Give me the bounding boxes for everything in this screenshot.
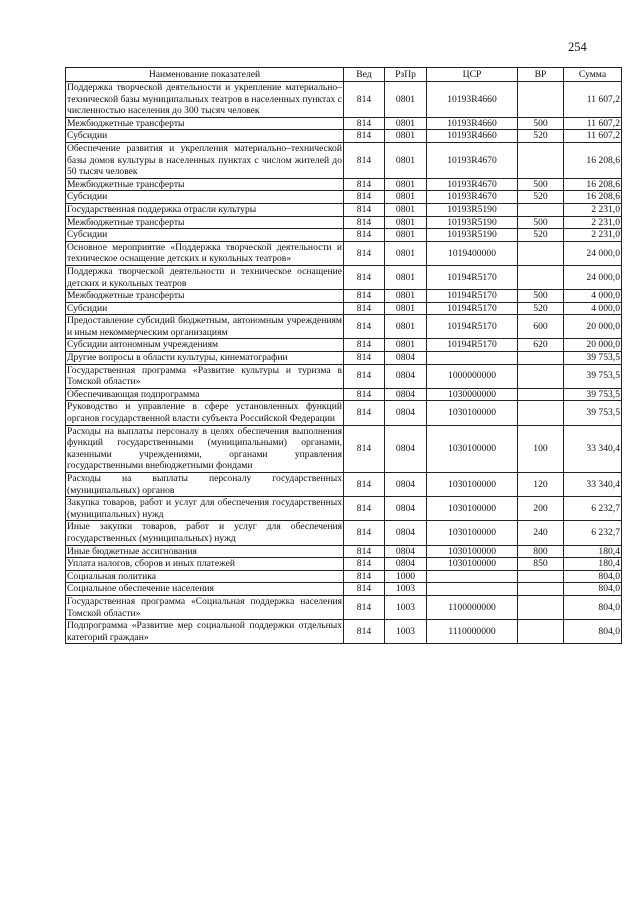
cell-csr: 10193R4660 <box>427 117 518 130</box>
cell-rzpr: 0804 <box>385 388 427 401</box>
cell-ved: 814 <box>344 265 385 289</box>
cell-sum: 39 753,5 <box>564 364 622 388</box>
cell-vr: 500 <box>518 178 564 191</box>
cell-ved: 814 <box>344 401 385 425</box>
cell-csr: 1030100000 <box>427 473 518 497</box>
cell-csr: 1030100000 <box>427 521 518 545</box>
header-vr: ВР <box>518 68 564 82</box>
cell-sum: 11 607,2 <box>564 82 622 118</box>
cell-ved: 814 <box>344 142 385 178</box>
table-row <box>66 558 622 571</box>
cell-name: Основное мероприятие «Поддержка творческой деятельности и техническое оснащение детских и кукольных театров» <box>67 241 342 265</box>
cell-ved: 814 <box>344 229 385 242</box>
cell-ved: 814 <box>344 203 385 216</box>
cell-name: Субсидии <box>66 130 344 143</box>
cell-name: Поддержка творческой деятельности и техническое оснащение детских и кукольных театров <box>67 265 342 289</box>
table-row <box>66 265 622 289</box>
cell-sum: 16 208,6 <box>564 191 622 204</box>
cell-csr: 1000000000 <box>427 364 518 388</box>
cell-rzpr: 1003 <box>385 583 427 596</box>
cell-sum: 6 232,7 <box>564 497 622 521</box>
table-row <box>66 203 622 216</box>
cell-rzpr: 0801 <box>385 302 427 315</box>
cell-csr <box>427 352 518 365</box>
cell-sum: 180,4 <box>564 545 622 558</box>
cell-ved: 814 <box>344 290 385 303</box>
cell-sum: 11 607,2 <box>564 130 622 143</box>
cell-sum: 33 340,4 <box>564 473 622 497</box>
cell-vr: 100 <box>518 425 564 472</box>
cell-name: Межбюджетные трансферты <box>66 290 344 303</box>
cell-vr <box>518 364 564 388</box>
table-row <box>66 315 622 339</box>
cell-name: Предоставление субсидий бюджетным, автономным учреждениям и иным некоммерческим организациям <box>67 315 342 338</box>
cell-vr <box>518 352 564 365</box>
cell-name: Государственная программа «Развитие культуры и туризма в Томской области» <box>67 364 342 388</box>
table-row <box>66 191 622 204</box>
cell-name: Обеспечение развития и укрепления материально–технической базы домов культуры в населенных пунктах с числом жителей до 50 тысяч человек <box>67 142 342 178</box>
cell-vr <box>518 595 564 619</box>
cell-ved: 814 <box>344 302 385 315</box>
cell-vr: 520 <box>518 191 564 204</box>
table-row <box>66 82 622 118</box>
cell-vr <box>518 82 564 118</box>
cell-rzpr: 1003 <box>385 620 427 644</box>
cell-name: Расходы на выплаты персоналу государственных (муниципальных) органов <box>67 473 342 496</box>
cell-csr: 10194R5170 <box>427 290 518 303</box>
cell-sum: 2 231,0 <box>564 203 622 216</box>
cell-rzpr: 1000 <box>385 570 427 583</box>
table-row <box>66 229 622 242</box>
cell-vr: 520 <box>518 229 564 242</box>
cell-name: Уплата налогов, сборов и иных платежей <box>66 558 344 571</box>
cell-name: Государственная поддержка отрасли культуры <box>66 203 344 216</box>
cell-rzpr: 0804 <box>385 401 427 425</box>
table-row <box>66 497 622 521</box>
cell-vr <box>518 570 564 583</box>
cell-csr: 10193R4670 <box>427 142 518 178</box>
cell-ved: 814 <box>344 82 385 118</box>
cell-name: Субсидии <box>66 229 344 242</box>
table-header-row <box>66 68 622 82</box>
cell-sum: 33 340,4 <box>564 425 622 472</box>
cell-csr: 1030100000 <box>427 425 518 472</box>
table-row <box>66 401 622 425</box>
cell-csr: 10194R5170 <box>427 265 518 289</box>
cell-sum: 39 753,5 <box>564 401 622 425</box>
cell-ved: 814 <box>344 545 385 558</box>
table-row <box>66 620 622 644</box>
header-sum: Сумма <box>564 68 622 82</box>
cell-csr: 10193R4670 <box>427 191 518 204</box>
cell-ved: 814 <box>344 315 385 339</box>
cell-csr: 1030100000 <box>427 545 518 558</box>
header-rzpr: РзПр <box>385 68 427 82</box>
cell-csr: 10194R5170 <box>427 339 518 352</box>
cell-name: Межбюджетные трансферты <box>66 216 344 229</box>
header-ved: Вед <box>344 68 385 82</box>
cell-sum: 180,4 <box>564 558 622 571</box>
table-row <box>66 425 622 472</box>
table-row <box>66 352 622 365</box>
cell-rzpr: 0804 <box>385 473 427 497</box>
cell-vr: 600 <box>518 315 564 339</box>
cell-ved: 814 <box>344 364 385 388</box>
cell-csr: 1110000000 <box>427 620 518 644</box>
cell-vr: 850 <box>518 558 564 571</box>
cell-csr: 10193R5190 <box>427 216 518 229</box>
cell-csr: 1019400000 <box>427 241 518 265</box>
table-row <box>66 302 622 315</box>
cell-sum: 24 000,0 <box>564 265 622 289</box>
cell-ved: 814 <box>344 241 385 265</box>
cell-sum: 39 753,5 <box>564 388 622 401</box>
table-row <box>66 216 622 229</box>
table-row <box>66 142 622 178</box>
cell-csr: 10193R5190 <box>427 203 518 216</box>
cell-vr <box>518 583 564 596</box>
cell-rzpr: 0801 <box>385 229 427 242</box>
cell-vr: 520 <box>518 130 564 143</box>
cell-vr: 520 <box>518 302 564 315</box>
cell-rzpr: 0804 <box>385 425 427 472</box>
cell-csr: 1030100000 <box>427 558 518 571</box>
table-row <box>66 473 622 497</box>
table-row <box>66 290 622 303</box>
cell-sum: 39 753,5 <box>564 352 622 365</box>
table-row <box>66 130 622 143</box>
cell-vr: 120 <box>518 473 564 497</box>
table-row <box>66 339 622 352</box>
cell-csr: 10193R5190 <box>427 229 518 242</box>
cell-sum: 24 000,0 <box>564 241 622 265</box>
cell-vr: 500 <box>518 290 564 303</box>
cell-ved: 814 <box>344 191 385 204</box>
cell-name: Закупка товаров, работ и услуг для обеспечения государственных (муниципальных) нужд <box>67 497 342 520</box>
cell-name: Субсидии <box>66 191 344 204</box>
cell-ved: 814 <box>344 388 385 401</box>
cell-vr: 800 <box>518 545 564 558</box>
cell-name: Государственная программа «Социальная поддержка населения Томской области» <box>67 595 342 619</box>
cell-sum: 804,0 <box>564 620 622 644</box>
table-row <box>66 570 622 583</box>
cell-rzpr: 0801 <box>385 178 427 191</box>
cell-rzpr: 0801 <box>385 117 427 130</box>
cell-ved: 814 <box>344 425 385 472</box>
header-name: Наименование показателей <box>66 68 344 82</box>
page-number: 254 <box>568 40 587 54</box>
table-row <box>66 388 622 401</box>
table-row <box>66 521 622 545</box>
cell-sum: 2 231,0 <box>564 229 622 242</box>
cell-sum: 20 000,0 <box>564 339 622 352</box>
header-csr: ЦСР <box>427 68 518 82</box>
cell-rzpr: 0801 <box>385 216 427 229</box>
cell-vr <box>518 142 564 178</box>
cell-sum: 11 607,2 <box>564 117 622 130</box>
cell-csr <box>427 583 518 596</box>
cell-name: Другие вопросы в области культуры, кинематографии <box>66 352 344 365</box>
cell-name: Обеспечивающая подпрограмма <box>66 388 344 401</box>
cell-name: Социальная политика <box>66 570 344 583</box>
cell-csr: 10193R4670 <box>427 178 518 191</box>
cell-sum: 16 208,6 <box>564 178 622 191</box>
cell-vr <box>518 241 564 265</box>
cell-vr: 620 <box>518 339 564 352</box>
cell-sum: 6 232,7 <box>564 521 622 545</box>
cell-rzpr: 0801 <box>385 290 427 303</box>
cell-rzpr: 0804 <box>385 364 427 388</box>
cell-vr: 240 <box>518 521 564 545</box>
cell-rzpr: 0801 <box>385 130 427 143</box>
cell-csr: 1030100000 <box>427 401 518 425</box>
cell-rzpr: 0804 <box>385 352 427 365</box>
cell-vr: 500 <box>518 216 564 229</box>
table-row <box>66 583 622 596</box>
cell-sum: 20 000,0 <box>564 315 622 339</box>
cell-name: Иные закупки товаров, работ и услуг для обеспечения государственных (муниципальных) нужд <box>67 521 342 544</box>
cell-rzpr: 0801 <box>385 191 427 204</box>
cell-csr <box>427 570 518 583</box>
cell-csr: 10194R5170 <box>427 302 518 315</box>
cell-rzpr: 0804 <box>385 497 427 521</box>
cell-csr: 1100000000 <box>427 595 518 619</box>
cell-ved: 814 <box>344 497 385 521</box>
cell-rzpr: 0804 <box>385 545 427 558</box>
cell-rzpr: 0804 <box>385 521 427 545</box>
cell-sum: 804,0 <box>564 583 622 596</box>
cell-vr <box>518 620 564 644</box>
cell-csr: 10194R5170 <box>427 315 518 339</box>
cell-name: Межбюджетные трансферты <box>66 178 344 191</box>
cell-rzpr: 0801 <box>385 265 427 289</box>
cell-rzpr: 0801 <box>385 142 427 178</box>
cell-name: Подпрограмма «Развитие мер социальной поддержки отдельных категорий граждан» <box>67 620 342 643</box>
cell-csr: 10193R4660 <box>427 130 518 143</box>
cell-vr: 200 <box>518 497 564 521</box>
cell-sum: 16 208,6 <box>564 142 622 178</box>
cell-ved: 814 <box>344 473 385 497</box>
cell-name: Руководство и управление в сфере установленных функций органов государственной власти субъекта Российской Федерации <box>67 401 342 425</box>
cell-vr <box>518 203 564 216</box>
cell-rzpr: 0801 <box>385 241 427 265</box>
cell-ved: 814 <box>344 339 385 352</box>
cell-vr: 500 <box>518 117 564 130</box>
table-row <box>66 117 622 130</box>
cell-sum: 4 000,0 <box>564 302 622 315</box>
cell-name: Социальное обеспечение населения <box>66 583 344 596</box>
cell-csr: 1030000000 <box>427 388 518 401</box>
cell-ved: 814 <box>344 521 385 545</box>
table-row <box>66 364 622 388</box>
cell-ved: 814 <box>344 595 385 619</box>
cell-ved: 814 <box>344 117 385 130</box>
cell-rzpr: 0801 <box>385 203 427 216</box>
cell-csr: 1030100000 <box>427 497 518 521</box>
cell-name: Субсидии автономным учреждениям <box>66 339 344 352</box>
cell-rzpr: 0801 <box>385 339 427 352</box>
cell-vr <box>518 265 564 289</box>
cell-ved: 814 <box>344 130 385 143</box>
cell-rzpr: 0801 <box>385 82 427 118</box>
cell-name: Иные бюджетные ассигнования <box>66 545 344 558</box>
cell-ved: 814 <box>344 178 385 191</box>
cell-ved: 814 <box>344 570 385 583</box>
cell-sum: 2 231,0 <box>564 216 622 229</box>
cell-name: Поддержка творческой деятельности и укрепление материально–технической базы муниципальных театров в населенных пунктах с численностью населения до 300 тысяч человек <box>67 82 343 117</box>
cell-ved: 814 <box>344 620 385 644</box>
cell-sum: 804,0 <box>564 595 622 619</box>
cell-rzpr: 0801 <box>385 315 427 339</box>
budget-table <box>65 67 622 644</box>
cell-csr: 10193R4660 <box>427 82 518 118</box>
cell-ved: 814 <box>344 216 385 229</box>
cell-sum: 804,0 <box>564 570 622 583</box>
table-row <box>66 178 622 191</box>
cell-name: Субсидии <box>66 302 344 315</box>
cell-vr <box>518 388 564 401</box>
table-row <box>66 241 622 265</box>
cell-rzpr: 1003 <box>385 595 427 619</box>
cell-vr <box>518 401 564 425</box>
table-row <box>66 545 622 558</box>
table-row <box>66 595 622 619</box>
cell-name: Расходы на выплаты персоналу в целях обеспечения выполнения функций государственными (муниципальными) органами, казенными учреждениями, органами управления государственными внебюджетными фондами <box>67 425 342 472</box>
cell-sum: 4 000,0 <box>564 290 622 303</box>
cell-name: Межбюджетные трансферты <box>66 117 344 130</box>
cell-ved: 814 <box>344 558 385 571</box>
cell-ved: 814 <box>344 583 385 596</box>
cell-rzpr: 0804 <box>385 558 427 571</box>
cell-ved: 814 <box>344 352 385 365</box>
